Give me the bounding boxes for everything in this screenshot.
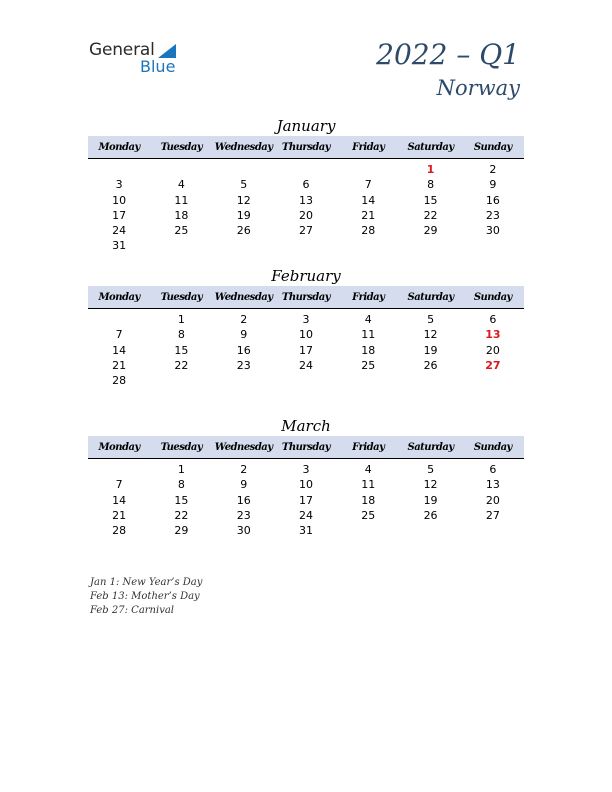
weekday-header [88,436,524,459]
empty-cell [399,523,461,538]
empty-cell [462,238,524,253]
weekday-label: Tuesday [160,441,203,453]
weekday-label: Saturday [407,441,454,453]
month-title: March [281,417,331,435]
day-cell: 8 [177,328,185,342]
month-march [88,416,524,538]
day-cell: 1 [426,163,435,176]
day-cell: 2 [489,163,497,176]
day-grid [88,312,524,388]
empty-cell [150,162,212,177]
day-cell: 3 [302,313,310,326]
day-cell: 14 [112,493,127,507]
day-cell: 9 [240,478,248,492]
empty-cell [88,312,150,327]
day-cell: 13 [485,478,500,492]
day-cell: 21 [112,508,127,522]
day-cell: 22 [174,358,189,372]
empty-cell [213,238,275,253]
day-cell: 11 [361,478,376,492]
day-cell: 15 [423,193,438,207]
day-cell: 15 [174,343,189,357]
day-cell: 16 [485,193,500,207]
day-cell: 22 [174,508,189,522]
day-cell: 5 [240,178,248,192]
weekday-label: Friday [352,441,385,453]
day-cell: 18 [361,343,376,357]
month-title: January [276,117,336,135]
day-cell: 11 [361,328,376,342]
weekday-label: Tuesday [160,141,203,153]
holiday-note: Feb 27: Carnival [90,605,175,616]
day-cell: 29 [174,524,189,538]
day-cell: 10 [112,193,127,207]
day-cell: 27 [298,224,313,238]
day-cell: 5 [427,463,435,476]
empty-cell [337,162,399,177]
day-cell: 11 [174,193,189,207]
day-cell: 31 [112,239,127,253]
day-cell: 23 [236,358,251,372]
empty-cell [337,523,399,538]
day-cell: 23 [485,208,500,222]
month-title: February [271,267,341,285]
weekday-label: Wednesday [214,441,273,453]
day-cell: 24 [112,224,127,238]
day-cell: 17 [298,493,313,507]
day-cell: 2 [240,313,248,326]
holiday-note: Feb 13: Mother’s Day [90,591,200,602]
empty-cell [213,162,275,177]
weekday-label: Friday [352,141,385,153]
day-cell: 25 [361,508,376,522]
weekday-label: Wednesday [214,291,273,303]
weekday-label: Monday [98,141,140,153]
empty-cell [150,373,212,388]
day-cell: 7 [115,478,123,492]
empty-cell [88,462,150,477]
day-cell: 20 [485,493,500,507]
day-cell: 14 [112,343,127,357]
day-cell: 5 [427,313,435,326]
day-cell: 1 [177,313,185,326]
weekday-label: Monday [98,441,140,453]
period-title: 2022 – Q1 [376,38,520,71]
day-cell: 17 [298,343,313,357]
empty-cell [337,238,399,253]
day-cell: 29 [423,224,438,238]
day-cell: 19 [423,493,438,507]
day-cell: 28 [112,524,127,538]
weekday-label: Saturday [407,291,454,303]
day-cell: 13 [298,193,313,207]
day-cell: 3 [115,178,123,192]
logo-triangle-icon [158,44,176,58]
day-cell: 28 [112,374,127,388]
day-cell: 21 [361,208,376,222]
empty-cell [275,238,337,253]
day-cell: 30 [485,224,500,238]
logo [89,40,189,80]
day-cell: 7 [364,178,372,192]
day-grid [88,462,524,538]
empty-cell [275,162,337,177]
weekday-label: Sunday [473,291,512,303]
empty-cell [399,238,461,253]
day-cell: 16 [236,343,251,357]
day-cell: 3 [302,463,310,476]
weekday-label: Wednesday [214,141,273,153]
day-cell: 27 [485,508,500,522]
day-cell: 26 [236,224,251,238]
empty-cell [399,373,461,388]
day-cell: 12 [423,478,438,492]
weekday-label: Monday [98,291,140,303]
empty-cell [150,238,212,253]
day-grid [88,162,524,254]
day-cell: 30 [236,524,251,538]
weekday-header [88,136,524,159]
weekday-label: Thursday [281,441,331,453]
day-cell: 4 [177,178,185,192]
day-cell: 23 [236,508,251,522]
day-cell: 9 [489,178,497,192]
day-cell: 20 [485,343,500,357]
day-cell: 24 [298,358,313,372]
logo-text-general: General [89,40,155,60]
day-cell: 24 [298,508,313,522]
day-cell: 22 [423,208,438,222]
day-cell: 6 [489,463,497,476]
month-february [88,266,524,388]
day-cell: 15 [174,493,189,507]
day-cell: 19 [423,343,438,357]
country-title: Norway [436,76,520,100]
day-cell: 1 [177,463,185,476]
empty-cell [462,373,524,388]
holiday-notes [90,576,202,618]
day-cell: 10 [298,478,313,492]
day-cell: 17 [112,208,127,222]
day-cell: 13 [485,328,501,342]
day-cell: 25 [174,224,189,238]
day-cell: 14 [361,193,376,207]
weekday-label: Saturday [407,141,454,153]
empty-cell [462,523,524,538]
weekday-label: Thursday [281,141,331,153]
weekday-label: Friday [352,291,385,303]
day-cell: 6 [489,313,497,326]
weekday-label: Sunday [473,141,512,153]
month-january [88,116,524,254]
day-cell: 12 [236,193,251,207]
day-cell: 20 [298,208,313,222]
holiday-note: Jan 1: New Year’s Day [90,577,203,588]
day-cell: 4 [364,463,372,476]
day-cell: 27 [485,358,501,372]
empty-cell [213,373,275,388]
day-cell: 18 [361,493,376,507]
day-cell: 8 [427,178,435,192]
day-cell: 18 [174,208,189,222]
weekday-label: Thursday [281,291,331,303]
day-cell: 7 [115,328,123,342]
day-cell: 31 [298,524,313,538]
empty-cell [337,373,399,388]
day-cell: 25 [361,358,376,372]
day-cell: 9 [240,328,248,342]
day-cell: 12 [423,328,438,342]
day-cell: 21 [112,358,127,372]
day-cell: 4 [364,313,372,326]
empty-cell [275,373,337,388]
day-cell: 2 [240,463,248,476]
day-cell: 10 [298,328,313,342]
day-cell: 28 [361,224,376,238]
day-cell: 19 [236,208,251,222]
weekday-header [88,286,524,309]
day-cell: 26 [423,358,438,372]
day-cell: 16 [236,493,251,507]
day-cell: 8 [177,478,185,492]
day-cell: 26 [423,508,438,522]
day-cell: 6 [302,178,310,192]
weekday-label: Tuesday [160,291,203,303]
empty-cell [88,162,150,177]
weekday-label: Sunday [473,441,512,453]
logo-text-blue: Blue [140,57,176,76]
